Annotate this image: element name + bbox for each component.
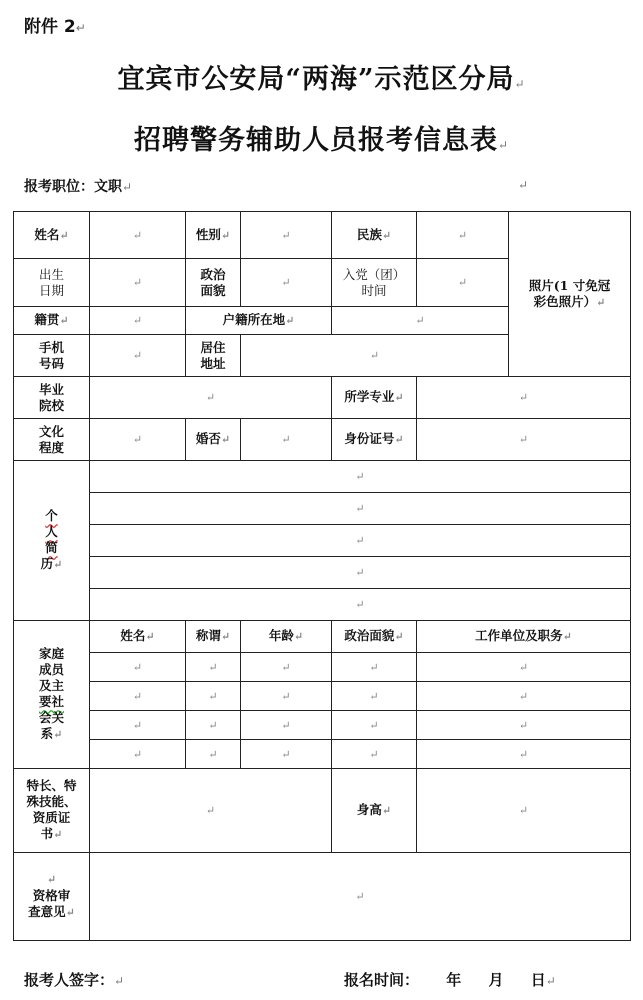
- family-row: [14, 740, 631, 769]
- family-row: [14, 682, 631, 711]
- label-married: 婚否↵: [186, 419, 241, 461]
- family-header-name: 姓名↵: [90, 621, 186, 653]
- label-resume: 个 人 简 历↵: [14, 461, 90, 621]
- label-qualification-review: ↵ 资格审 查意见↵: [14, 853, 90, 941]
- label-major: 所学专业↵: [332, 377, 417, 419]
- resume-entry-5[interactable]: ↵: [90, 589, 631, 621]
- resume-row: [14, 589, 631, 621]
- resume-row: [14, 557, 631, 589]
- photo-label-1: 照片(1 寸免冠: [528, 277, 611, 293]
- family-row: [14, 653, 631, 682]
- family-cell[interactable]: ↵: [90, 653, 186, 682]
- input-gender[interactable]: ↵: [241, 212, 332, 259]
- input-phone[interactable]: ↵: [90, 335, 186, 377]
- row-school-major: [14, 377, 631, 419]
- input-school[interactable]: ↵: [90, 377, 332, 419]
- input-major[interactable]: ↵: [417, 377, 631, 419]
- resume-entry-2[interactable]: ↵: [90, 493, 631, 525]
- family-cell[interactable]: ↵: [332, 711, 417, 740]
- label-education: 文化 程度: [14, 419, 90, 461]
- family-cell[interactable]: ↵: [332, 682, 417, 711]
- family-header-work: 工作单位及职务↵: [417, 621, 631, 653]
- family-cell[interactable]: ↵: [90, 740, 186, 769]
- family-cell[interactable]: ↵: [186, 711, 241, 740]
- title-line-2: 招聘警务辅助人员报考信息表↵: [133, 125, 510, 156]
- resume-entry-3[interactable]: ↵: [90, 525, 631, 557]
- family-cell[interactable]: ↵: [332, 653, 417, 682]
- input-address[interactable]: ↵: [241, 335, 509, 377]
- input-qualification-review[interactable]: ↵: [90, 853, 631, 941]
- resume-row: [14, 525, 631, 557]
- input-id-number[interactable]: ↵: [417, 419, 631, 461]
- label-height: 身高↵: [332, 769, 417, 853]
- family-cell[interactable]: ↵: [90, 711, 186, 740]
- family-cell[interactable]: ↵: [241, 711, 332, 740]
- label-native-place: 籍贯↵: [14, 307, 90, 335]
- family-header-row: [14, 621, 631, 653]
- family-cell[interactable]: ↵: [90, 682, 186, 711]
- input-name[interactable]: ↵: [90, 212, 186, 259]
- family-cell[interactable]: ↵: [186, 682, 241, 711]
- row-qualification-review: [14, 853, 631, 941]
- label-join-party-time: 入党（团） 时间: [332, 259, 417, 307]
- label-address: 居住 地址: [186, 335, 241, 377]
- label-birth-date: 出生 日期: [14, 259, 90, 307]
- family-cell[interactable]: ↵: [186, 740, 241, 769]
- input-household-location[interactable]: ↵: [332, 307, 509, 335]
- resume-entry-1[interactable]: ↵: [90, 461, 631, 493]
- label-political-status: 政治 面貌: [186, 259, 241, 307]
- paragraph-mark: ↵: [518, 178, 529, 192]
- family-cell[interactable]: ↵: [417, 682, 631, 711]
- label-id-number: 身份证号↵: [332, 419, 417, 461]
- registration-form-table: [13, 211, 631, 941]
- label-family-relations: 家庭 成员 及主 要社 会关 系↵: [14, 621, 90, 769]
- signature-label: 报考人签字：↵: [24, 971, 125, 989]
- label-household-location: 户籍所在地↵: [186, 307, 332, 335]
- family-cell[interactable]: ↵: [241, 653, 332, 682]
- family-row: [14, 711, 631, 740]
- label-school: 毕业 院校: [14, 377, 90, 419]
- row-education-id: [14, 419, 631, 461]
- family-cell[interactable]: ↵: [241, 682, 332, 711]
- label-name: 姓名↵: [14, 212, 90, 259]
- input-skills-certificates[interactable]: ↵: [90, 769, 332, 853]
- row-basic-info: [14, 212, 631, 259]
- family-cell[interactable]: ↵: [186, 653, 241, 682]
- photo-label-2: 彩色照片）↵: [533, 293, 606, 309]
- input-education[interactable]: ↵: [90, 419, 186, 461]
- registration-date: 报名时间： 年 月 日↵: [344, 971, 556, 989]
- family-cell[interactable]: ↵: [417, 653, 631, 682]
- family-cell[interactable]: ↵: [332, 740, 417, 769]
- label-ethnicity: 民族↵: [332, 212, 417, 259]
- family-header-political: 政治面貌↵: [332, 621, 417, 653]
- attachment-label: 附件 2↵: [24, 17, 86, 37]
- photo-box[interactable]: [509, 212, 631, 377]
- resume-row: [14, 493, 631, 525]
- family-cell[interactable]: ↵: [417, 740, 631, 769]
- family-header-age: 年龄↵: [241, 621, 332, 653]
- label-phone: 手机 号码: [14, 335, 90, 377]
- resume-row: [14, 461, 631, 493]
- input-birth-date[interactable]: ↵: [90, 259, 186, 307]
- applied-position: 报考职位：文职↵: [24, 179, 133, 195]
- input-married[interactable]: ↵: [241, 419, 332, 461]
- input-ethnicity[interactable]: ↵: [417, 212, 509, 259]
- family-header-relation: 称谓↵: [186, 621, 241, 653]
- label-gender: 性别↵: [186, 212, 241, 259]
- resume-entry-4[interactable]: ↵: [90, 557, 631, 589]
- label-skills-certificates: 特长、特 殊技能、 资质证 书↵: [14, 769, 90, 853]
- row-skills-height: [14, 769, 631, 853]
- input-height[interactable]: ↵: [417, 769, 631, 853]
- family-cell[interactable]: ↵: [417, 711, 631, 740]
- family-cell[interactable]: ↵: [241, 740, 332, 769]
- title-line-1: 宜宾市公安局“两海”示范区分局↵: [117, 64, 526, 95]
- input-political-status[interactable]: ↵: [241, 259, 332, 307]
- input-join-party-time[interactable]: ↵: [417, 259, 509, 307]
- input-native-place[interactable]: ↵: [90, 307, 186, 335]
